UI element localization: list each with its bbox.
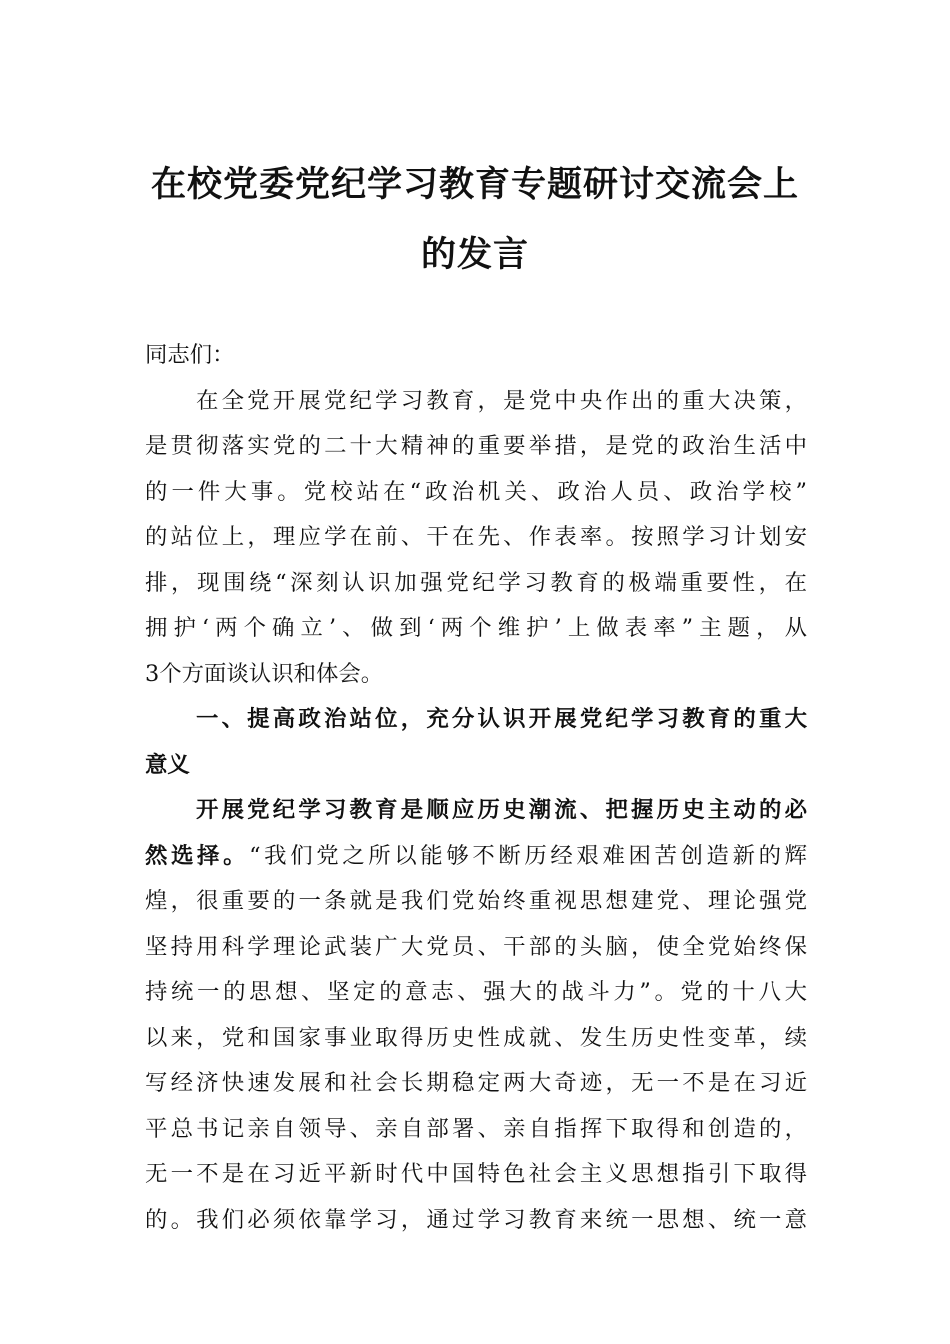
paragraph-1-line: 3个方面谈认识和体会。 xyxy=(145,660,384,687)
paragraph-2-line: 无一不是在习近平新时代中国特色社会主义思想指引下取得 xyxy=(145,1161,807,1187)
document-title-line-1: 在校党委党纪学习教育专题研讨交流会上 xyxy=(150,164,799,205)
paragraph-2-line: 坚持用科学理论武装广大党员、干部的头脑，使全党始终保 xyxy=(145,933,807,960)
paragraph-1-line: 拥护‘两个确立’、做到‘两个维护’上做表率”主题，从 xyxy=(145,615,807,641)
paragraph-1-line: 排，现围绕“深刻认识加强党纪学习教育的极端重要性，在 xyxy=(145,569,807,596)
document-body xyxy=(145,333,807,1243)
paragraph-1-line: 的一件大事。党校站在“政治机关、政治人员、政治学校” xyxy=(145,478,807,505)
paragraph-2-quote-start: “我们党之所以能够不断历经艰难困苦创造新的辉 xyxy=(249,842,807,869)
section-heading-1-line: 意义 xyxy=(145,751,190,778)
paragraph-2-line: 煌，很重要的一条就是我们党始终重视思想建党、理论强党 xyxy=(145,888,807,914)
paragraph-2-lead-end: 然选择。 xyxy=(145,842,250,869)
paragraph-1-line: 是贯彻落实党的二十大精神的重要举措，是党的政治生活中 xyxy=(145,433,807,459)
paragraph-1-line: 的站位上，理应学在前、干在先、作表率。按照学习计划安 xyxy=(145,524,807,550)
paragraph-2-line: 以来，党和国家事业取得历史性成就、发生历史性变革，续 xyxy=(145,1024,807,1051)
paragraph-2-line: 的。我们必须依靠学习，通过学习教育来统一思想、统一意 xyxy=(145,1206,807,1233)
greeting: 同志们： xyxy=(145,342,235,368)
paragraph-1-line: 在全党开展党纪学习教育，是党中央作出的重大决策， xyxy=(196,387,807,414)
paragraph-2-line xyxy=(145,834,807,880)
section-heading-1-line: 一、提高政治站位，充分认识开展党纪学习教育的重大 xyxy=(196,706,807,732)
document-title-line-2: 的发言 xyxy=(420,234,529,275)
paragraph-2-line: 持统一的思想、坚定的意志、强大的战斗力”。党的十八大 xyxy=(145,979,807,1005)
paragraph-2-line: 平总书记亲自领导、亲自部署、亲自指挥下取得和创造的， xyxy=(145,1115,807,1142)
paragraph-2-line: 写经济快速发展和社会长期稳定两大奇迹，无一不是在习近 xyxy=(145,1070,807,1096)
paragraph-2-lead-line: 开展党纪学习教育是顺应历史潮流、把握历史主动的必 xyxy=(196,797,807,823)
